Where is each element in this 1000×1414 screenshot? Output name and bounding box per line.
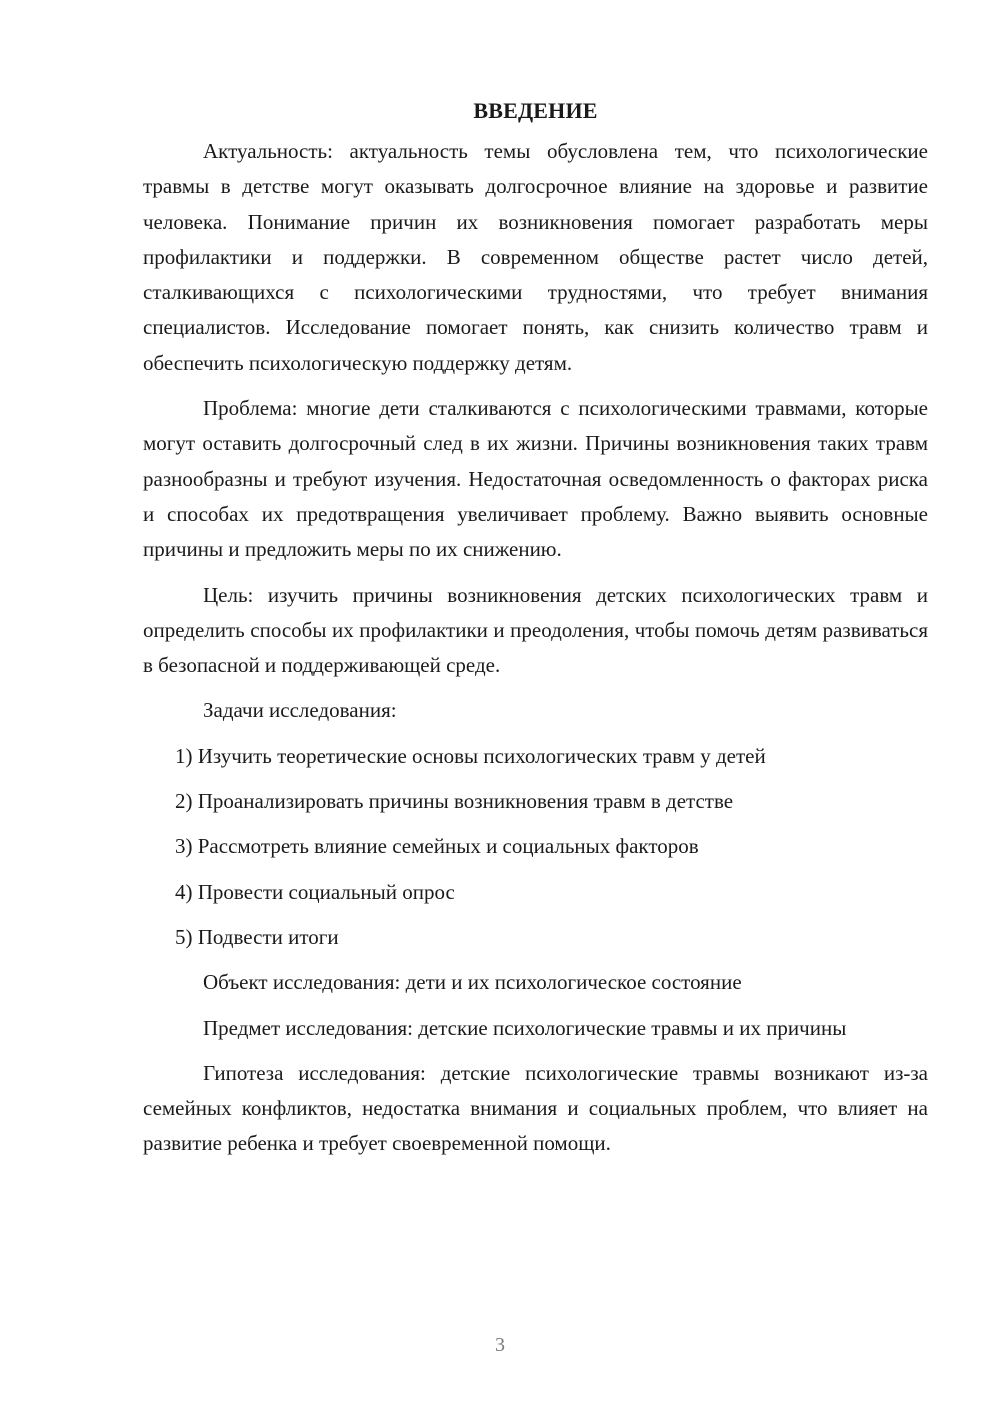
page-title: ВВЕДЕНИЕ [473,98,598,123]
problem-paragraph: Проблема: многие дети сталкиваются с психологическими травмами, которые могут оставить долгосрочный след в их жизни. Причины возникновения таких травм разнообразны и требуют изучения. Недостаточная осведомленность о факторах риска и способах их предотвращения увеличивает проблему. Важно выявить основные причины и предложить меры по их снижению. [143,396,928,562]
hypothesis-paragraph: Гипотеза исследования: детские психологические травмы возникают из-за семейных конфликтов, недостатка внимания и социальных проблем, что влияет на развитие ребенка и требует своевременной помощи. [143,1060,928,1156]
list-item: 1) Изучить теоретические основы психологических травм у детей [175,743,766,768]
relevance-paragraph: Актуальность: актуальность темы обусловлена тем, что психологические травмы в детстве могут оказывать долгосрочное влияние на здоровье и развитие человека. Понимание причин их возникновения помогает разработать меры профилактики и поддержки. В современном обществе растет число детей, сталкивающихся с психологическими трудностями, что требует внимания специалистов. Исследование помогает понять, как снизить количество травм и обеспечить психологическую поддержку детям. [143,139,928,375]
list-item: 2) Проанализировать причины возникновения травм в детстве [175,789,734,814]
goal-paragraph: Цель: изучить причины возникновения детских психологических травм и определить способы их профилактики и преодоления, чтобы помочь детям развиваться в безопасной и поддерживающей среде. [143,582,928,678]
list-item: 3) Рассмотреть влияние семейных и социальных факторов [175,834,699,859]
object-paragraph: Объект исследования: дети и их психологическое состояние [203,970,742,995]
page-number: 3 [495,1334,505,1356]
tasks-heading: Задачи исследования: [203,698,397,723]
subject-paragraph: Предмет исследования: детские психологические травмы и их причины [203,1015,847,1040]
list-item: 5) Подвести итоги [175,924,339,949]
list-item: 4) Провести социальный опрос [175,879,455,904]
document-page [143,96,928,1172]
tasks-list [143,739,928,955]
